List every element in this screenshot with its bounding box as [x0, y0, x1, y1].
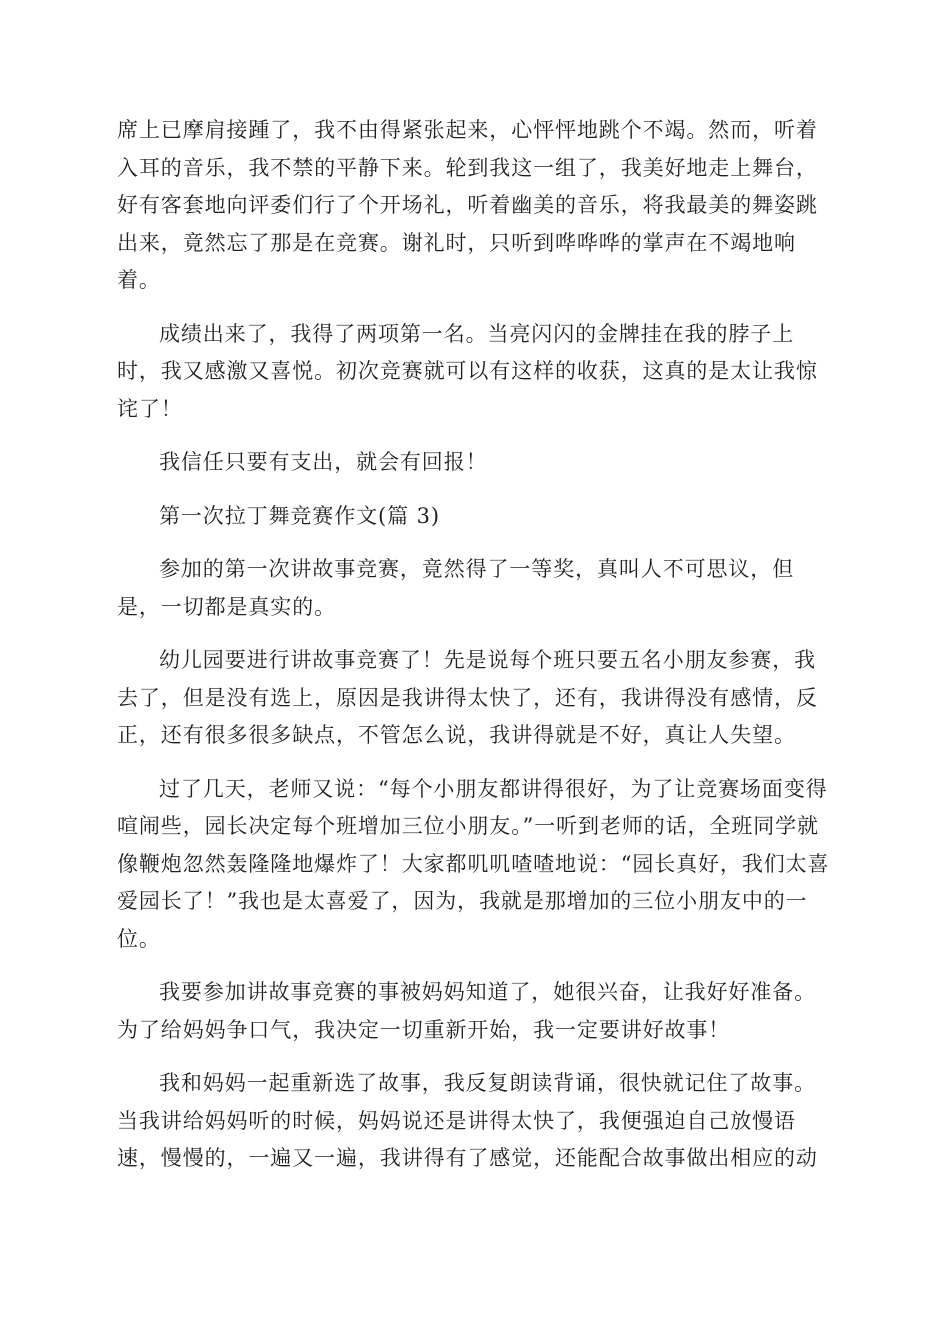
- paragraph: 我要参加讲故事竞赛的事被妈妈知道了，她很兴奋，让我好好准备。为了给妈妈争口气，我决定一切重新开始，我一定要讲好故事！: [117, 980, 816, 1042]
- section-heading: 第一次拉丁舞竞赛作文(篇 3): [159, 503, 440, 528]
- paragraph-continuation: 席上已摩肩接踵了，我不由得紧张起来，心怦怦地跳个不竭。然而，听着入耳的音乐，我不禁的平静下来。轮到我这一组了，我美好地走上舞台，好有客套地向评委们行了个开场礼，听着幽美的音乐，将我最美的舞姿跳出来，竟然忘了那是在竞赛。谢礼时，只听到哗哗哗的掌声在不竭地响着。: [117, 118, 818, 292]
- paragraph: 我信任只要有支出，就会有回报！: [159, 450, 488, 474]
- paragraph: 成绩出来了，我得了两项第一名。当亮闪闪的金牌挂在我的脖子上时，我又感激又喜悦。初次竞赛就可以有这样的收获，这真的是太让我惊诧了！: [117, 321, 818, 421]
- paragraph: 过了几天，老师又说：“每个小朋友都讲得很好，为了让竞赛场面变得喧闹些，园长决定每个班增加三位小朋友。”一听到老师的话，全班同学就像鞭炮忽然轰隆隆地爆炸了！大家都叽叽喳喳地说：“园长真好，我们太喜爱园长了！”我也是太喜爱了，因为，我就是那增加的三位小朋友中的一位。: [117, 776, 830, 951]
- paragraph: 参加的第一次讲故事竞赛，竟然得了一等奖，真叫人不可思议，但是，一切都是真实的。: [117, 557, 795, 619]
- paragraph: 幼儿园要进行讲故事竞赛了！先是说每个班只要五名小朋友参赛，我去了，但是没有选上，原因是我讲得太快了，还有，我讲得没有感情，反正，还有很多很多缺点，不管怎么说，我讲得就是不好，真让人失望。: [117, 648, 818, 747]
- paragraph: 我和妈妈一起重新选了故事，我反复朗读背诵，很快就记住了故事。当我讲给妈妈听的时候，妈妈说还是讲得太快了，我便强迫自己放慢语速，慢慢的，一遍又一遍，我讲得有了感觉，还能配合故事做出相应的动: [117, 1071, 818, 1170]
- document-body: [117, 112, 835, 1194]
